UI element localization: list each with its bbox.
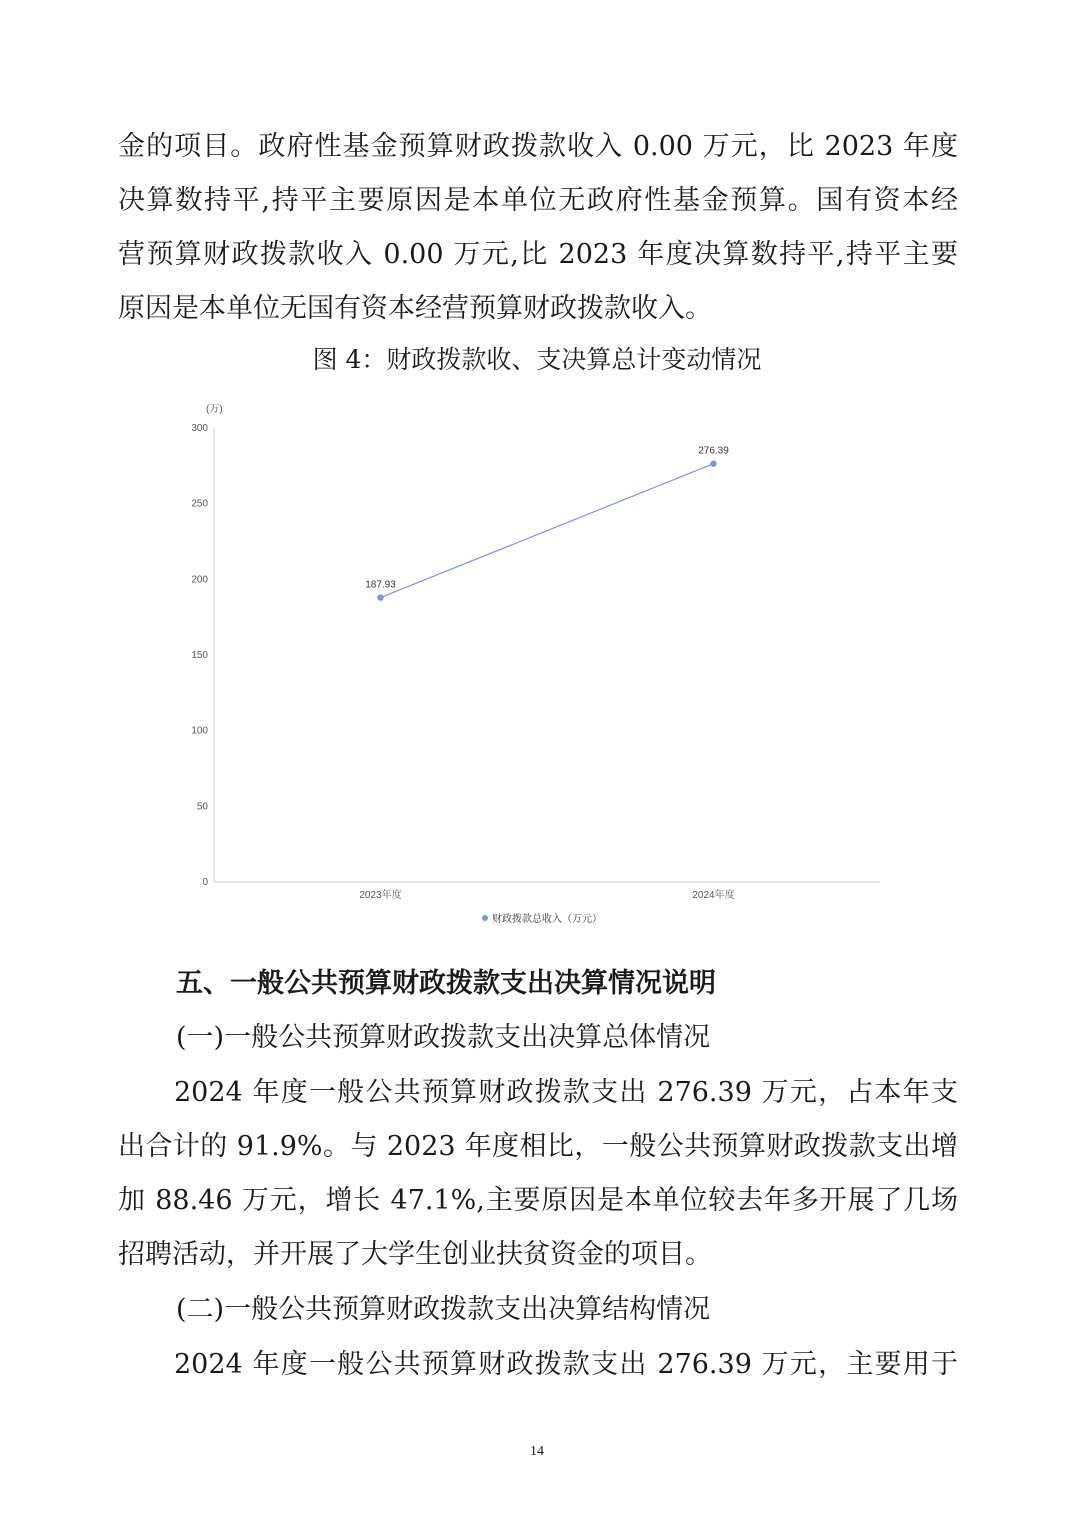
page-number: 14	[530, 1444, 544, 1459]
body-paragraph-3	[118, 1338, 958, 1392]
x-axis-ticks	[359, 888, 734, 901]
paragraph-line: 出合计的 91.9%。与 2023 年度相比，一般公共预算财政拨款支出增	[118, 1131, 958, 1162]
y-tick-label: 200	[191, 574, 208, 586]
paragraph-line: 招聘活动，并开展了大学生创业扶贫资金的项目。	[118, 1239, 712, 1270]
subsection-heading-2: (二)一般公共预算财政拨款支出决算结构情况	[176, 1294, 711, 1325]
y-tick-label: 300	[191, 423, 208, 434]
y-axis-ticks	[191, 423, 208, 888]
paragraph-line: 2024 年度一般公共预算财政拨款支出 276.39 万元，主要用于	[174, 1349, 958, 1380]
paragraph-line: 加 88.46 万元，增长 47.1%,主要原因是本单位较去年多开展了几场	[118, 1185, 958, 1216]
body-paragraph-2	[118, 1066, 958, 1282]
body-paragraph-1	[118, 120, 958, 336]
data-point	[377, 594, 383, 600]
chart-legend	[482, 912, 602, 925]
y-tick-label: 100	[191, 725, 208, 737]
paragraph-line: 营预算财政拨款收入 0.00 万元,比 2023 年度决算数持平,持平主要	[118, 239, 958, 270]
y-tick-label: 0	[202, 877, 208, 888]
section-heading: 五、一般公共预算财政拨款支出决算情况说明	[176, 968, 716, 999]
y-tick-label: 50	[196, 801, 208, 813]
x-tick-label: 2023年度	[359, 890, 402, 901]
subsection-heading-1: (一)一般公共预算财政拨款支出决算总体情况	[176, 1022, 711, 1053]
y-axis-unit-label: (万)	[206, 404, 223, 415]
data-label: 276.39	[698, 445, 729, 457]
legend-label: 财政拨款总收入（万元）	[492, 914, 602, 925]
paragraph-line: 2024 年度一般公共预算财政拨款支出 276.39 万元，占本年支	[174, 1077, 958, 1108]
series-group	[365, 446, 729, 601]
series-line	[381, 464, 714, 598]
figure-caption: 图 4：财政拨款收、支决算总计变动情况	[312, 345, 762, 374]
paragraph-line: 金的项目。政府性基金预算财政拨款收入 0.00 万元，比 2023 年度	[118, 131, 958, 162]
legend-marker	[482, 915, 488, 921]
y-tick-label: 150	[191, 650, 208, 661]
line-chart-svg	[170, 392, 900, 942]
data-point	[710, 461, 716, 467]
paragraph-line: 决算数持平,持平主要原因是本单位无政府性基金预算。国有资本经	[118, 185, 958, 216]
x-tick-label: 2024年度	[692, 890, 735, 901]
line-chart	[170, 392, 900, 942]
paragraph-line: 原因是本单位无国有资本经营预算财政拨款收入。	[118, 293, 712, 324]
y-tick-label: 250	[191, 498, 208, 510]
data-label: 187.93	[365, 579, 396, 591]
